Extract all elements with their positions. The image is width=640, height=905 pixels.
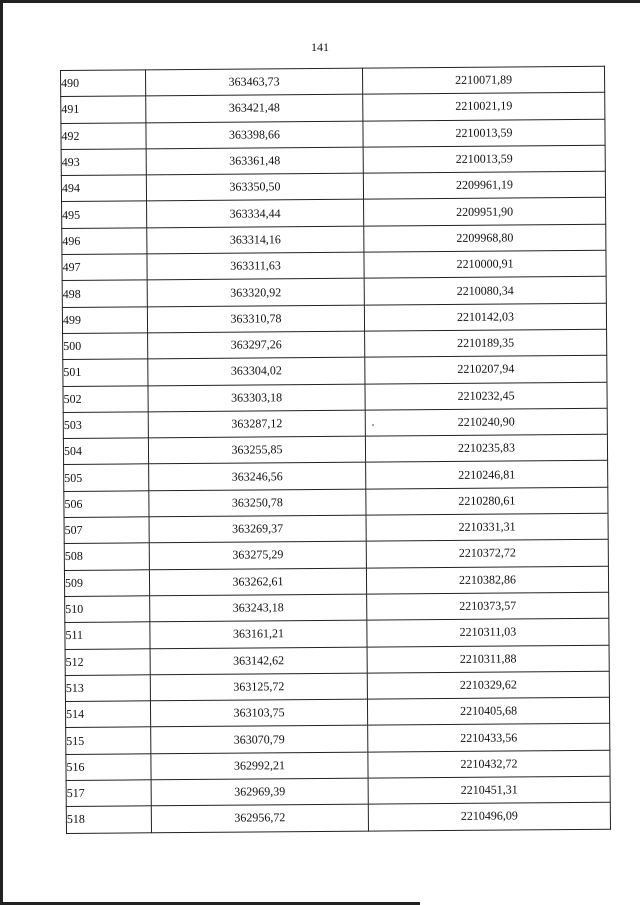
- point-number-cell: 518: [66, 806, 151, 833]
- point-number-cell: 505: [64, 464, 149, 491]
- x-coordinate-cell: 362969,39: [151, 778, 368, 806]
- point-number-cell: 500: [63, 333, 148, 360]
- x-coordinate-cell: 363421,48: [146, 94, 363, 122]
- x-coordinate-cell: 363250,78: [149, 489, 366, 517]
- table-row: [66, 803, 610, 834]
- y-coordinate-cell: 2210080,34: [364, 277, 606, 305]
- x-coordinate-cell: 363320,92: [147, 278, 364, 306]
- y-coordinate-cell: 2210311,03: [367, 618, 609, 646]
- y-coordinate-cell: 2209951,90: [364, 198, 606, 226]
- y-coordinate-cell: 2210382,86: [366, 566, 608, 594]
- point-number-cell: 511: [65, 622, 150, 649]
- x-coordinate-cell: 363262,61: [149, 568, 366, 596]
- y-coordinate-cell: 2210142,03: [364, 303, 606, 331]
- x-coordinate-cell: 363350,50: [146, 173, 363, 201]
- point-number-cell: 495: [62, 201, 147, 228]
- x-coordinate-cell: 363311,63: [147, 252, 364, 280]
- y-coordinate-cell: 2210405,68: [367, 697, 609, 725]
- y-coordinate-cell: 2210232,45: [365, 382, 607, 410]
- x-coordinate-cell: 363103,75: [150, 699, 367, 727]
- point-number-cell: 509: [64, 569, 149, 596]
- x-coordinate-cell: 363142,62: [150, 647, 367, 675]
- y-coordinate-cell: 2210240,90: [365, 408, 607, 436]
- x-coordinate-cell: 363255,85: [148, 436, 365, 464]
- point-number-cell: 496: [62, 228, 147, 255]
- y-coordinate-cell: 2210207,94: [365, 355, 607, 383]
- point-number-cell: 494: [61, 175, 146, 202]
- page-number: 141: [311, 40, 329, 54]
- scan-border-top: [0, 0, 640, 3]
- x-coordinate-cell: 363246,56: [149, 463, 366, 491]
- x-coordinate-cell: 363398,66: [146, 121, 363, 149]
- x-coordinate-cell: 363314,16: [147, 226, 364, 254]
- point-number-cell: 514: [65, 701, 150, 728]
- y-coordinate-cell: 2210496,09: [368, 803, 610, 831]
- point-number-cell: 517: [66, 780, 151, 807]
- point-number-cell: 506: [64, 491, 149, 518]
- y-coordinate-cell: 2210000,91: [364, 250, 606, 278]
- x-coordinate-cell: 363303,18: [148, 384, 365, 412]
- scan-border-left: [0, 0, 3, 905]
- x-coordinate-cell: 363243,18: [150, 594, 367, 622]
- y-coordinate-cell: 2210433,56: [368, 724, 610, 752]
- point-number-cell: 493: [61, 149, 146, 176]
- y-coordinate-cell: 2210246,81: [366, 461, 608, 489]
- x-coordinate-cell: 363361,48: [146, 147, 363, 175]
- x-coordinate-cell: 362956,72: [151, 804, 368, 832]
- point-number-cell: 490: [61, 70, 146, 97]
- y-coordinate-cell: 2210071,89: [362, 66, 604, 94]
- x-coordinate-cell: 363304,02: [148, 357, 365, 385]
- point-number-cell: 515: [66, 727, 151, 754]
- x-coordinate-cell: 363334,44: [147, 200, 364, 228]
- y-coordinate-cell: 2210451,31: [368, 776, 610, 804]
- coordinates-table: [60, 66, 611, 834]
- x-coordinate-cell: 363161,21: [150, 620, 367, 648]
- y-coordinate-cell: 2210189,35: [365, 329, 607, 357]
- y-coordinate-cell: 2210235,83: [365, 434, 607, 462]
- y-coordinate-cell: 2209968,80: [364, 224, 606, 252]
- point-number-cell: 491: [61, 96, 146, 123]
- scan-speck: [372, 424, 374, 426]
- point-number-cell: 499: [62, 306, 147, 333]
- y-coordinate-cell: 2210311,88: [367, 645, 609, 673]
- x-coordinate-cell: 363269,37: [149, 515, 366, 543]
- point-number-cell: 503: [63, 412, 148, 439]
- x-coordinate-cell: 363297,26: [148, 331, 365, 359]
- point-number-cell: 498: [62, 280, 147, 307]
- y-coordinate-cell: 2210329,62: [367, 671, 609, 699]
- y-coordinate-cell: 2210013,59: [363, 119, 605, 147]
- y-coordinate-cell: 2210331,31: [366, 513, 608, 541]
- point-number-cell: 510: [65, 596, 150, 623]
- x-coordinate-cell: 363125,72: [150, 673, 367, 701]
- x-coordinate-cell: 363310,78: [147, 305, 364, 333]
- point-number-cell: 507: [64, 517, 149, 544]
- y-coordinate-cell: 2210432,72: [368, 750, 610, 778]
- y-coordinate-cell: 2210013,59: [363, 145, 605, 173]
- point-number-cell: 492: [61, 122, 146, 149]
- point-number-cell: 508: [64, 543, 149, 570]
- x-coordinate-cell: 363275,29: [149, 541, 366, 569]
- point-number-cell: 497: [62, 254, 147, 281]
- point-number-cell: 502: [63, 385, 148, 412]
- coordinates-table-body: [61, 66, 611, 833]
- point-number-cell: 501: [63, 359, 148, 386]
- x-coordinate-cell: 363287,12: [148, 410, 365, 438]
- y-coordinate-cell: 2210372,72: [366, 540, 608, 568]
- y-coordinate-cell: 2210021,19: [363, 93, 605, 121]
- y-coordinate-cell: 2210280,61: [366, 487, 608, 515]
- point-number-cell: 513: [65, 675, 150, 702]
- x-coordinate-cell: 362992,21: [151, 752, 368, 780]
- x-coordinate-cell: 363070,79: [151, 726, 368, 754]
- y-coordinate-cell: 2209961,19: [363, 171, 605, 199]
- point-number-cell: 504: [63, 438, 148, 465]
- point-number-cell: 516: [66, 754, 151, 781]
- x-coordinate-cell: 363463,73: [146, 68, 363, 96]
- y-coordinate-cell: 2210373,57: [367, 592, 609, 620]
- point-number-cell: 512: [65, 648, 150, 675]
